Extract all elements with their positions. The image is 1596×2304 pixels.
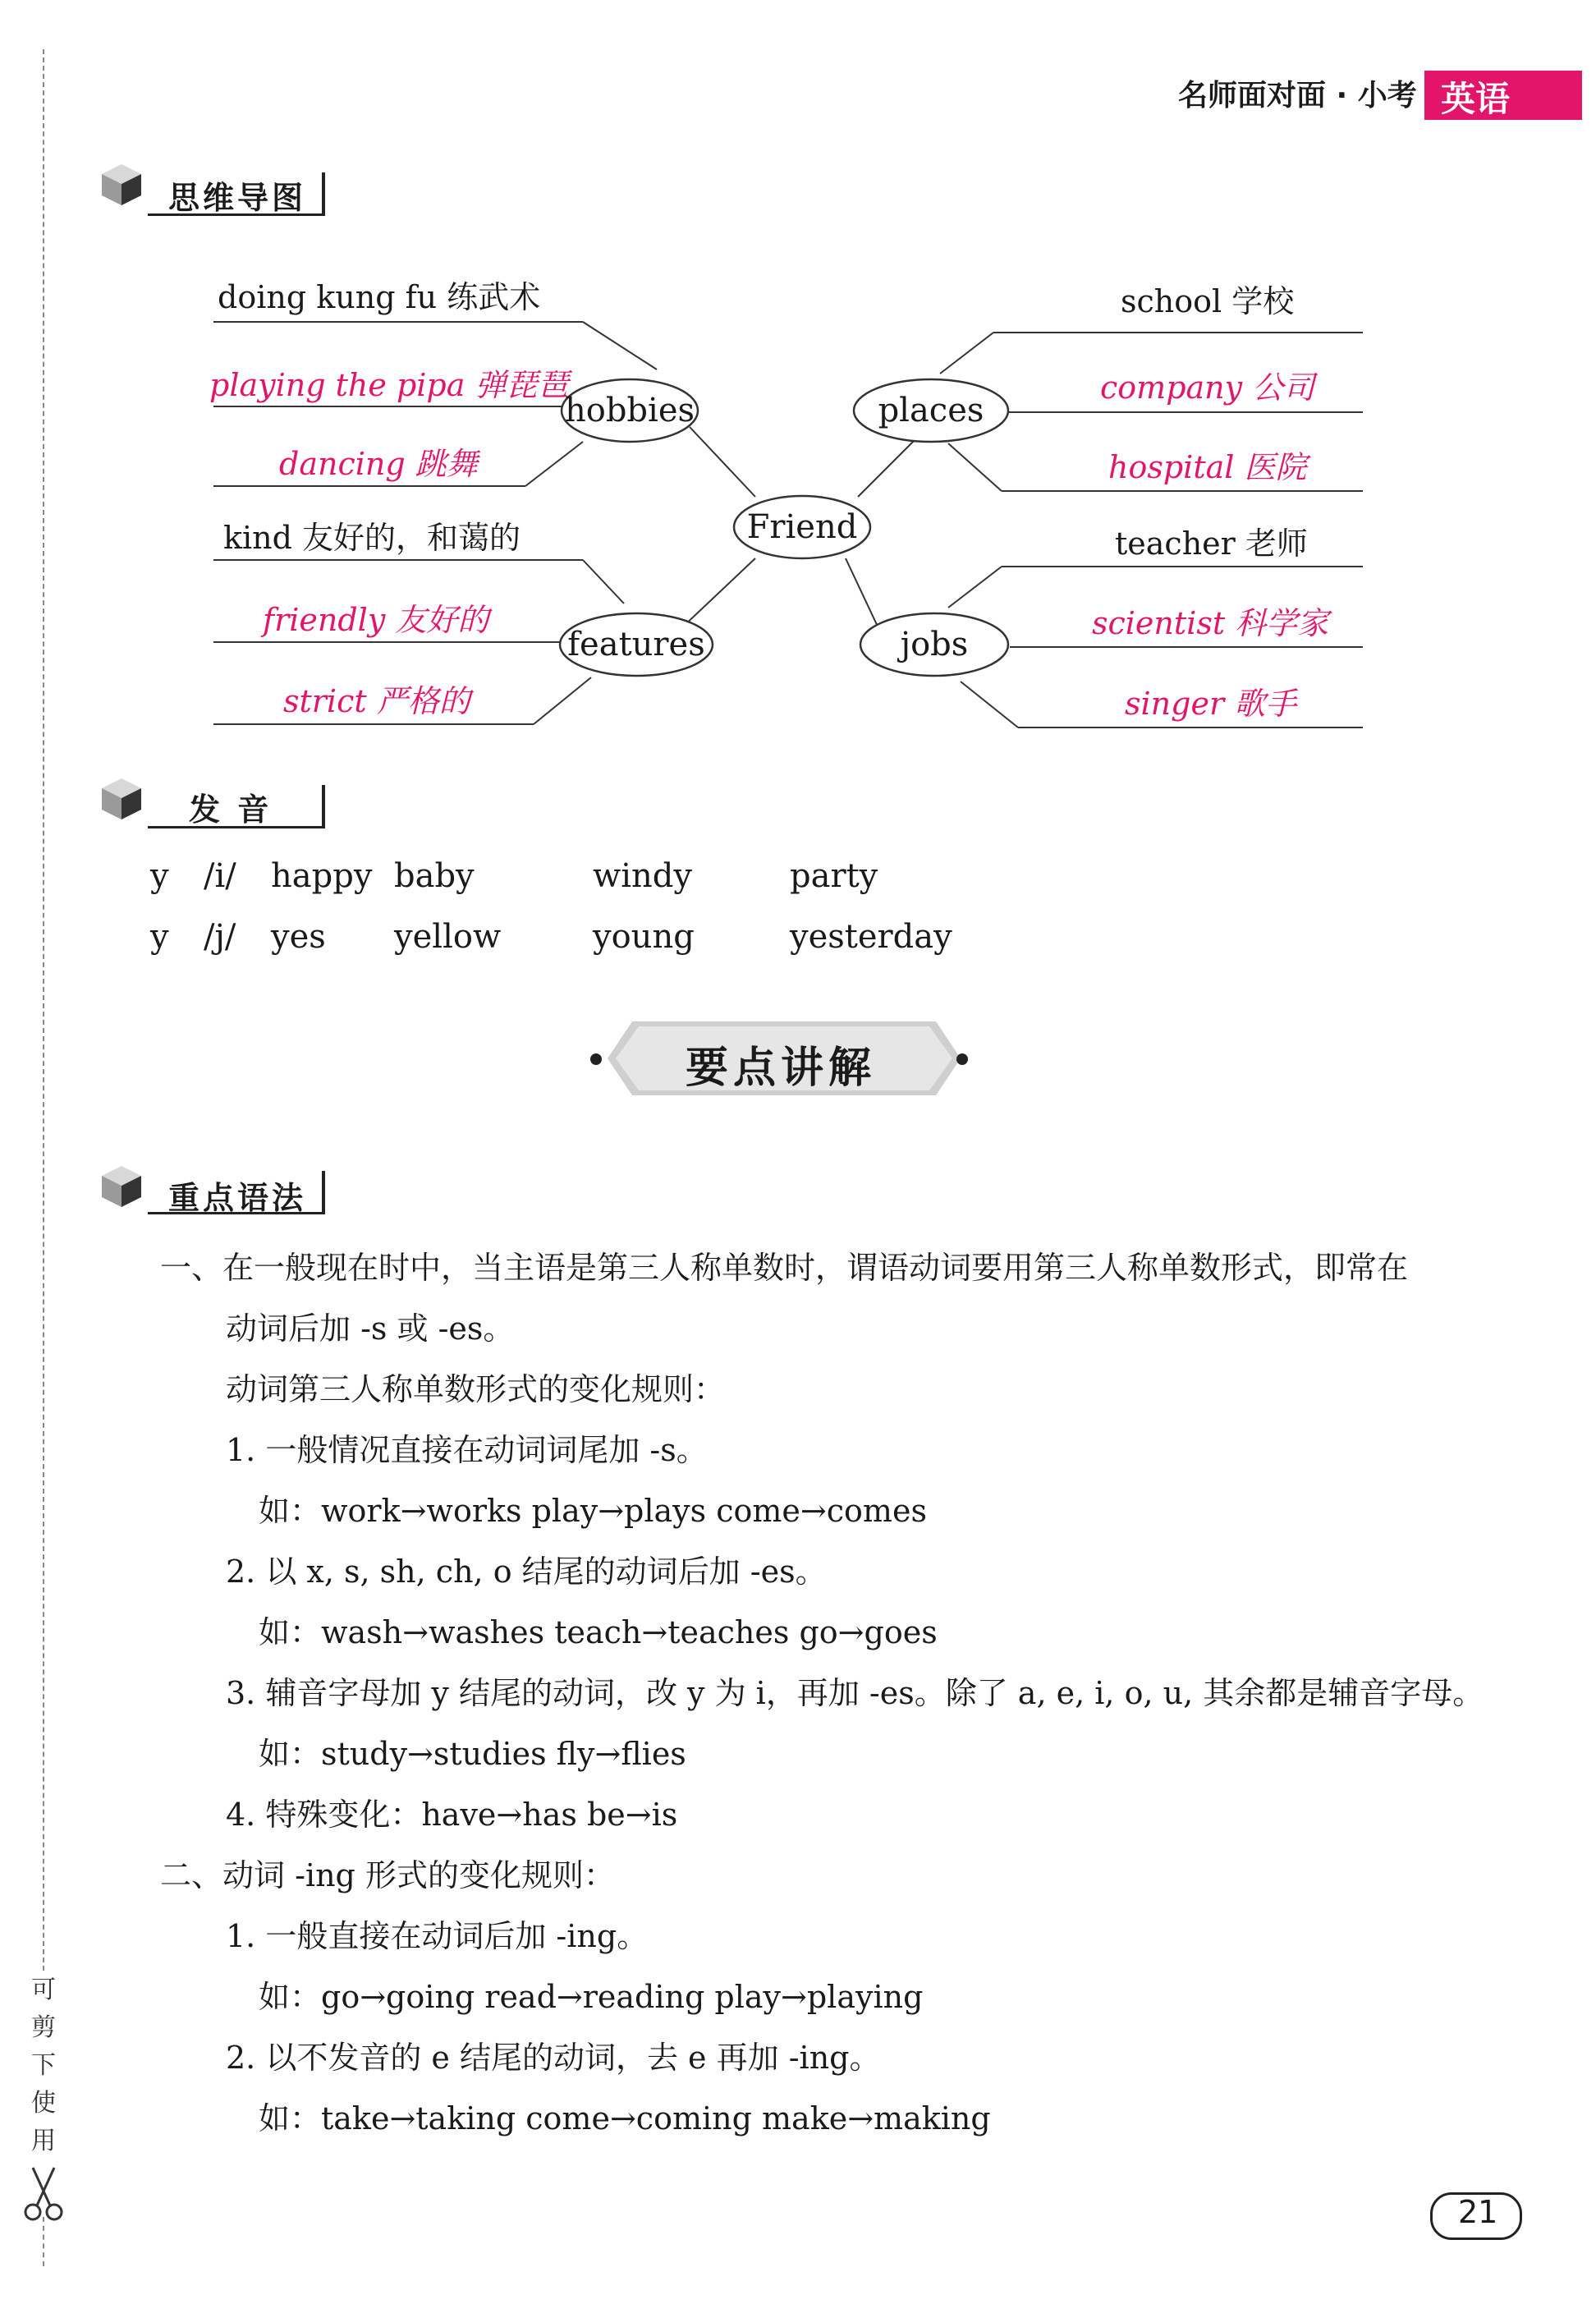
cut-text-4: 使 xyxy=(31,2089,56,2118)
rule-2-example: 如：wash→washes teach→teaches go→goes xyxy=(259,1614,938,1650)
pron-word: happy xyxy=(271,857,373,895)
pron-ipa-1: /i/ xyxy=(204,857,236,895)
cut-line-bottom xyxy=(43,2217,44,2266)
hobbies-label: hobbies xyxy=(564,392,695,429)
pron-word: yellow xyxy=(394,918,502,956)
rule-1-example: 如：work→works play→plays come→comes xyxy=(259,1493,927,1529)
pron-word: yesterday xyxy=(790,918,952,956)
mind-map xyxy=(197,263,1379,755)
ing-rule-1: 1. 一般直接在动词后加 -ing。 xyxy=(226,1918,649,1954)
cut-text-5: 用 xyxy=(31,2127,56,2155)
cut-text-1: 可 xyxy=(31,1976,56,2004)
banner-title: 要点讲解 xyxy=(686,1044,877,1093)
hobby-3: dancing 跳舞 xyxy=(279,446,478,482)
scissors-icon xyxy=(21,2164,66,2222)
grammar-p1-line2: 动词后加 -s 或 -es。 xyxy=(226,1310,515,1347)
pron-letter-1: y xyxy=(150,857,169,895)
rule-4: 4. 特殊变化：have→has be→is xyxy=(226,1797,678,1833)
hobby-2: playing the pipa 弹琵琶 xyxy=(209,367,569,403)
pron-letter-2: y xyxy=(150,918,169,956)
ing-rule-2: 2. 以不发音的 e 结尾的动词，去 e 再加 -ing。 xyxy=(226,2040,881,2076)
cube-icon xyxy=(99,1163,144,1209)
place-1: school 学校 xyxy=(1121,283,1295,319)
series-title: 名师面对面 · 小考 xyxy=(1178,79,1417,112)
grammar-p2-title: 二、动词 -ing 形式的变化规则： xyxy=(160,1857,615,1893)
features-label: features xyxy=(567,626,705,663)
bullet-dot-left xyxy=(589,1053,603,1066)
subject-title: 英语 xyxy=(1441,79,1511,119)
cut-text-3: 下 xyxy=(31,2051,56,2080)
hobby-1: doing kung fu 练武术 xyxy=(218,279,541,315)
grammar-rules-title: 动词第三人称单数形式的变化规则： xyxy=(226,1371,726,1407)
jobs-label: jobs xyxy=(900,626,969,663)
section-underline xyxy=(148,1171,325,1214)
job-3: singer 歌手 xyxy=(1125,686,1297,722)
section-title-mindmap: 思维导图 xyxy=(168,180,307,216)
cut-text-2: 剪 xyxy=(31,2013,56,2042)
ing-rule-2-example: 如：take→taking come→coming make→making xyxy=(259,2100,991,2136)
cube-icon xyxy=(99,775,144,821)
rule-3: 3. 辅音字母加 y 结尾的动词，改 y 为 i，再加 -es。除了 a, e, i, o, u, 其余都是辅音字母。 xyxy=(226,1675,1484,1711)
section-underline xyxy=(148,172,325,216)
place-3: hospital 医院 xyxy=(1108,449,1307,485)
page-number: 21 xyxy=(1458,2194,1498,2230)
bullet-dot-right xyxy=(956,1053,969,1066)
friend-label: Friend xyxy=(746,508,858,546)
job-1: teacher 老师 xyxy=(1115,526,1308,562)
pron-word: baby xyxy=(394,857,475,895)
pron-word: yes xyxy=(271,918,326,956)
feature-1: kind 友好的，和蔼的 xyxy=(223,520,521,556)
section-underline xyxy=(148,785,325,828)
rule-1: 1. 一般情况直接在动词词尾加 -s。 xyxy=(226,1432,708,1468)
ing-rule-1-example: 如：go→going read→reading play→playing xyxy=(259,1979,924,2015)
section-title-pronunciation: 发 音 xyxy=(189,792,273,828)
rule-3-example: 如：study→studies fly→flies xyxy=(259,1736,686,1772)
pron-word: young xyxy=(593,918,695,956)
feature-3: strict 严格的 xyxy=(283,683,470,719)
cut-line xyxy=(43,49,44,1971)
place-2: company 公司 xyxy=(1100,369,1315,406)
section-title-grammar: 重点语法 xyxy=(168,1180,307,1216)
rule-2: 2. 以 x, s, sh, ch, o 结尾的动词后加 -es。 xyxy=(226,1554,827,1590)
places-label: places xyxy=(878,392,984,429)
pron-word: windy xyxy=(593,857,692,895)
pron-word: party xyxy=(790,857,878,895)
pron-ipa-2: /j/ xyxy=(204,918,236,956)
job-2: scientist 科学家 xyxy=(1092,605,1329,641)
grammar-p1-line1: 一、在一般现在时中，当主语是第三人称单数时，谓语动词要用第三人称单数形式，即常在 xyxy=(160,1250,1409,1286)
cube-icon xyxy=(99,161,144,207)
feature-2: friendly 友好的 xyxy=(263,602,489,638)
